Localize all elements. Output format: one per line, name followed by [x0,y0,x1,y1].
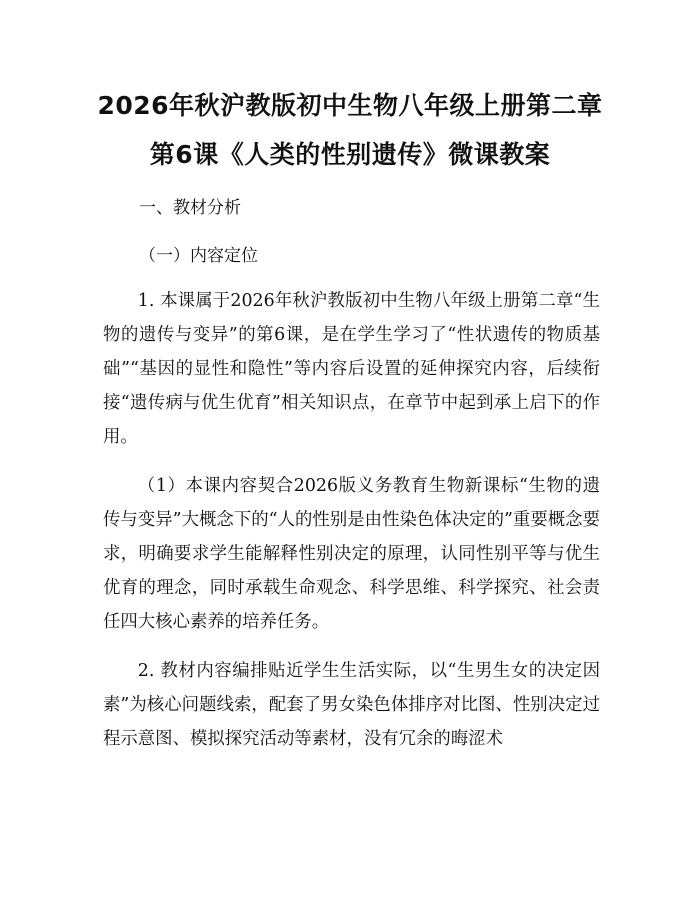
section-heading-textbook-analysis: 一、教材分析 [139,198,241,218]
paragraph-1: 1. 本课属于2026年秋沪教版初中生物八年级上册第二章“生物的遗传与变异”的第6课，是在学生学习了“性状遗传的物质基础”“基因的显性和隐性”等内容后设置的延伸探究内容，后续衔接“遗传病与优生优育”相关知识点，在章节中起到承上启下的作用。 [103,291,600,447]
subsection-heading-content-positioning: （一）内容定位 [139,246,258,266]
paragraph-3: 2. 教材内容编排贴近学生生活实际，以“生男生女的决定因素”为核心问题线索，配套了男女染色体排序对比图、性别决定过程示意图、模拟探究活动等素材，没有冗余的晦涩术 [103,661,600,749]
paragraph-2: （1）本课内容契合2026版义务教育生物新课标“生物的遗传与变异”大概念下的“人的性别是由性染色体决定的”重要概念要求，明确要求学生能解释性别决定的原理，认同性别平等与优生优育的理念，同时承载生命观念、科学思维、科学探究、社会责任四大核心素养的培养任务。 [103,476,600,632]
document-title-line-2: 第6课《人类的性别遗传》微课教案 [149,140,551,169]
document-title-line-1: 2026年秋沪教版初中生物八年级上册第二章 [97,91,603,120]
